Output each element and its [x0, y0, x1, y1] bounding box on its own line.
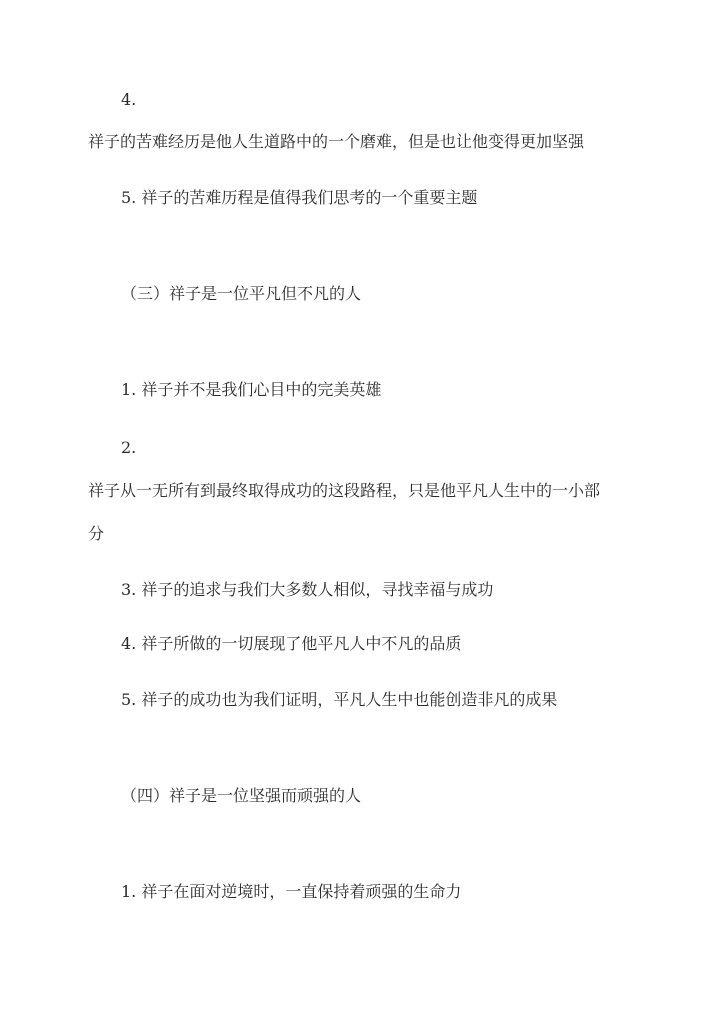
list-item-number: 2.	[121, 438, 137, 457]
list-item: 5. 祥子的成功也为我们证明，平凡人生中也能创造非凡的成果	[121, 690, 558, 709]
paragraph-line: 分	[88, 524, 105, 543]
list-item: 1. 祥子在面对逆境时，一直保持着顽强的生命力	[121, 882, 462, 901]
paragraph-line: 祥子从一无所有到最终取得成功的这段路程，只是他平凡人生中的一小部	[88, 481, 601, 500]
list-item-number: 4.	[121, 90, 137, 109]
list-item: 4. 祥子所做的一切展现了他平凡人中不凡的品质	[121, 634, 462, 653]
list-item: 3. 祥子的追求与我们大多数人相似，寻找幸福与成功	[121, 580, 494, 599]
section-heading: （四）祥子是一位坚强而顽强的人	[121, 786, 362, 805]
list-item: 5. 祥子的苦难历程是值得我们思考的一个重要主题	[121, 188, 478, 207]
paragraph-line: 祥子的苦难经历是他人生道路中的一个磨难，但是也让他变得更加坚强	[88, 132, 585, 151]
list-item: 1. 祥子并不是我们心目中的完美英雄	[121, 380, 382, 399]
section-heading: （三）祥子是一位平凡但不凡的人	[121, 284, 362, 303]
